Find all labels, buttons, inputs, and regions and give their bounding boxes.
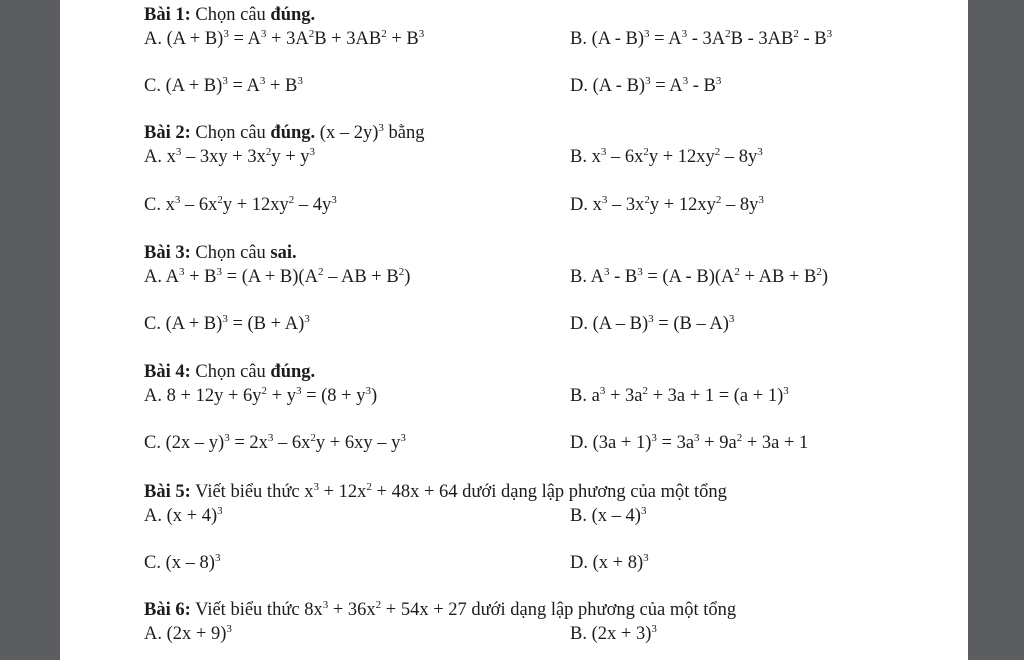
exercise-label: Bài 1: [144,5,191,25]
exercise-6-option-a: A. $(2x + 9)^3$ [144,623,232,644]
exercise-4-option-a: A. $8 + 12y + 6y^2 + y^3 = (8 + y^3)$ [144,385,378,406]
exercise-2-option-b: B. $x^3 - 6x^2y + 12xy^2 - 8y^3$ [570,146,763,167]
exercise-2-option-c: C. $x^3 - 6x^2y + 12xy^2 - 4y^3$ [144,194,337,215]
exercise-2-option-d: D. $x^3 - 3x^2y + 12xy^2 - 8y^3$ [570,194,764,215]
document-page [60,0,968,660]
exercise-label: Bài 3: [144,243,191,263]
exercise-prompt: Viết biểu thức $x^3 + 12x^2 + 48x + 64$ dưới dạng lập phương của một tổng [195,481,727,502]
exercise-6-option-b: B. $(2x + 3)^3$ [570,623,657,644]
exercise-1-option-c: C. $(A + B)^3 = A^3 + B^3$ [144,75,303,96]
exercise-label: Bài 6: [144,600,191,620]
exercise-3-title [144,242,297,264]
exercise-2-option-a: A. $x^3 - 3xy + 3x^2y + y^3$ [144,146,315,167]
exercise-5-option-c: C. (x – 8)$^3$ [144,552,221,573]
exercise-5-option-a: A. $(x + 4)^3$ [144,505,223,526]
exercise-1-title [144,4,315,26]
exercise-3-option-d: D. (A – B)$^3$ = (B – A)$^3$ [570,313,735,334]
exercise-prompt-emphasis: sai. [270,243,297,263]
exercise-4-title [144,361,315,383]
exercise-4-option-c: C. $(2x - y)^3 = 2x^3 - 6x^2y + 6xy - y^3$ [144,432,406,453]
exercise-5-option-b: B. (x – 4)$^3$ [570,505,647,526]
exercise-4-option-d: D. $(3a + 1)^3 = 3a^3 + 9a^2 + 3a + 1$ [570,432,809,453]
exercise-prompt-emphasis: đúng. [270,123,316,143]
exercise-3-option-b: B. $A^3 - B^3 = (A - B)(A^2$ + AB + $B^2$) [570,266,828,287]
exercise-4-option-b: B. $a^3 + 3a^2 + 3a + 1 = (a + 1)^3$ [570,385,789,406]
exercise-1-option-a: A. $(A + B)^3 = A^3 + 3A^2B + 3AB^2 + B^3$ [144,28,425,49]
exercise-prompt-tail: (x – 2y)$^3$ bằng [319,122,425,143]
exercise-prompt: Chọn câu [195,123,266,143]
exercise-1-option-d: D. $(A - B)^3 = A^3 - B^3$ [570,75,722,96]
exercise-prompt: Chọn câu [195,243,266,263]
exercise-2-title [144,122,424,144]
exercise-prompt-emphasis: đúng. [270,362,316,382]
exercise-3-option-c: C. $(A + B)^3 = (B + A)^3$ [144,313,310,334]
exercise-label: Bài 4: [144,362,191,382]
exercise-prompt-emphasis: đúng. [270,5,316,25]
exercise-6-title [144,599,736,621]
exercise-prompt: Viết biểu thức $8x^3 + 36x^2 + 54x + 27$ dưới dạng lập phương của một tổng [195,599,737,620]
exercise-label: Bài 5: [144,482,191,502]
exercise-label: Bài 2: [144,123,191,143]
exercise-prompt: Chọn câu [195,362,266,382]
exercise-5-option-d: D. $(x + 8)^3$ [570,552,649,573]
exercise-5-title [144,481,727,503]
exercise-prompt: Chọn câu [195,5,266,25]
exercise-3-option-a: A. $A^3 + B^3 = (A + B)(A^2$ – AB + $B^2$) [144,266,411,287]
exercise-1-option-b: B. $(A - B)^3 = A^3 - 3A^2B - 3AB^2 - B^3$ [570,28,833,49]
